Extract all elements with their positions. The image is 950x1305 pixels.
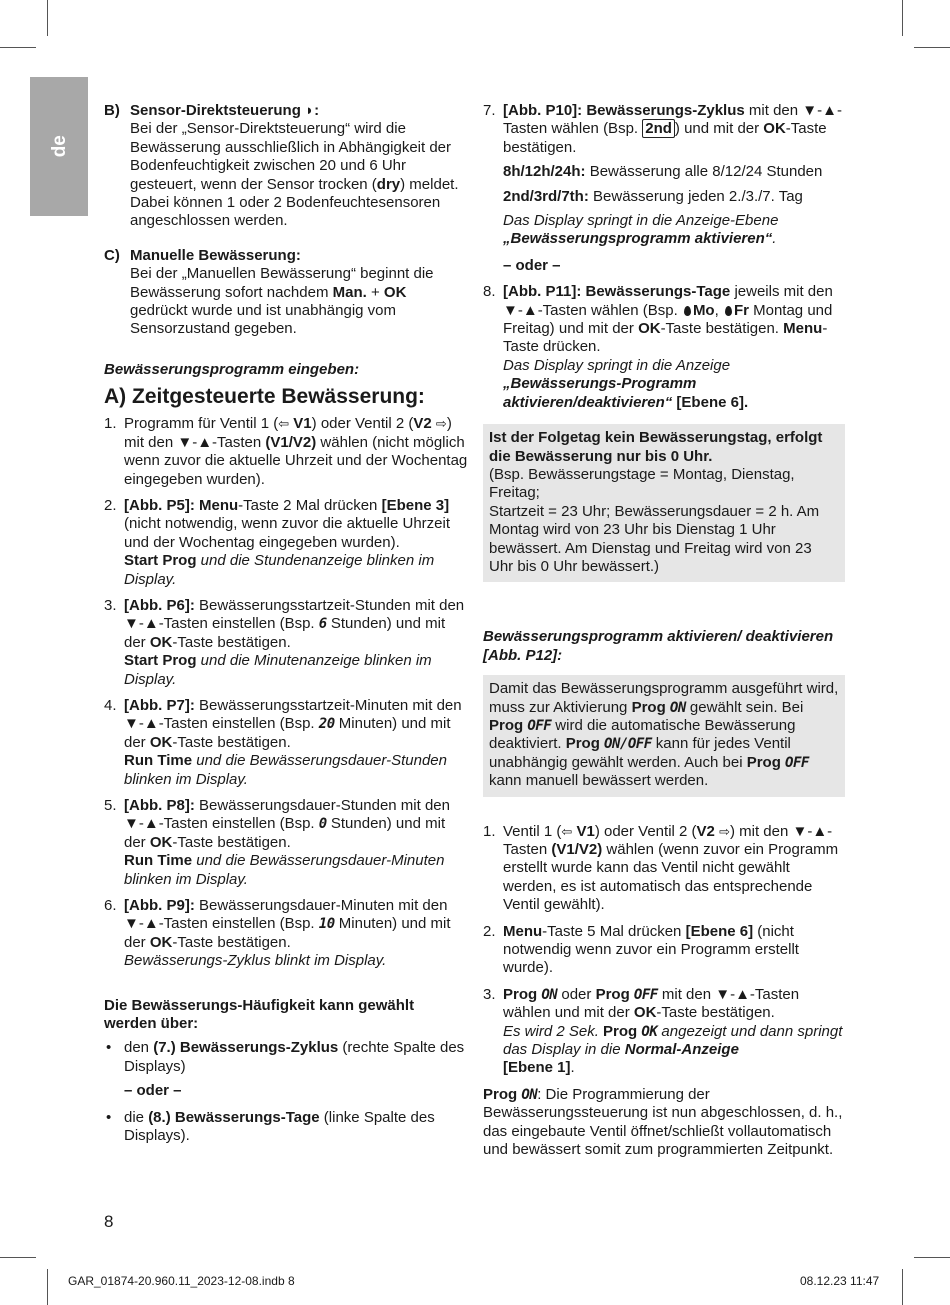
prog-label: Prog [483,1085,518,1103]
display-label: Start Prog [124,652,197,670]
step-note: und die Stundenanzeige blinken im Display. [124,552,435,588]
section-b: B) Sensor-Direktsteuerung ◗: Bei der „Sensor-Direktsteuerung“ wird die Bewässerung ausschließlich in Abhängigkeit der Bodenfeuchtigkeit zwischen 20 und 6 Uhr gesteuert, wenn der Sensor trocken (dry) meldet. Dabei können 1 oder 2 Bodenfeuchtesensoren angeschlossen werden. [104,102,459,230]
lcd-value: 20 [318,716,335,733]
valve-1: V1 [576,822,595,840]
step-note: . [772,230,777,248]
list-text: die [124,1108,149,1126]
figure-ref: [Abb. P8]: [124,797,195,814]
info-box-text: wird die automatische Bewässerung deaktiviert. [489,716,796,753]
lcd-ok: OK [641,1023,658,1040]
section-c [104,247,468,339]
step-number: 3. [483,985,496,1003]
step-text: Bewässerungsdauer-Minuten mit den ▼-▲-Tasten einstellen (Bsp. [124,897,448,933]
drop-icon [725,306,732,316]
step-number: 4. [104,696,117,714]
step-text: mit den ▼-▲-Tasten wählen und mit der [503,985,800,1022]
step-text: ) und mit der [674,120,764,138]
lcd-value: 6 [318,616,327,633]
list-text: (rechte Spalte des Displays) [124,1039,465,1075]
language-label: de [48,135,70,158]
prog-label: Prog [503,985,538,1003]
menu-key: Menu [503,922,543,940]
step-note: Bewässerungs-Zyklus blinkt im Display. [124,952,387,970]
list-item [104,1109,468,1146]
display-label: Run Time [124,852,193,870]
footer-file: GAR_01874-20.960.11_2023-12-08.indb 8 [68,1274,295,1288]
step-text: -Taste bestätigen. [503,120,827,156]
step-number: 1. [483,822,496,840]
lcd-off: OFF [527,717,552,734]
language-tab [30,77,88,216]
arrow-right-icon: ⇨ [719,823,730,839]
list-emph: (7.) Bewässerungs-Zyklus [153,1039,339,1057]
option-text: Bewässerung alle 8/12/24 Stunden [585,163,823,181]
step-text: ) oder Ventil 2 ( [311,415,414,433]
or-separator: – oder – [503,256,561,274]
info-box-text: kann manuell bewässert werden. [489,772,709,790]
step-text: -Taste bestätigen. [172,933,291,951]
step-5 [104,797,468,889]
step-text: wählen (nicht möglich wenn zuvor die aktuelle Uhrzeit und der Wochentag eingegeben wurden). [124,433,468,488]
level-ref: [Ebene 6] [685,922,754,940]
step-text: -Taste 2 Mal drücken [238,496,382,514]
step-text: Minuten) und mit der [124,715,451,751]
info-box-text: gewählt sein. Bei [685,698,804,716]
option-label: 8h/12h/24h: [503,163,586,181]
activate-step-2 [483,923,845,978]
moon-icon: ◗ [305,102,315,119]
step-note-emph: Normal-Anzeige [624,1041,739,1059]
ok-key: OK [638,320,661,338]
crop-mark [914,47,950,48]
step-text: -Taste bestätigen. [172,633,291,651]
step-text: Minuten) und mit der [124,915,451,951]
day-fr: Fr [733,301,749,319]
day-mo: Mo [692,301,715,319]
step-text: Stunden) und mit der [124,615,446,651]
step-text: -Taste bestätigen. [660,320,784,338]
figure-ref: [Abb. P9]: [124,897,195,915]
ok-key: OK [149,833,173,851]
step-note: Das Display springt in die Anzeige-Ebene [503,212,779,230]
final-text: : Die Programmierung der Bewässerungssteuerung ist nun abgeschlossen, d. h., das eingebaute Ventil öffnet/schließt vollautomatisch und bewässert somit zum programmierten Zeitpunkt. [483,1085,843,1159]
step-text: Bewässerungsstartzeit-Stunden mit den ▼-▲-Tasten einstellen (Bsp. [124,596,465,633]
step-note: Es wird 2 Sek. [503,1022,604,1040]
step-text: ) oder Ventil 2 ( [594,822,697,840]
or-separator: – oder – [124,1082,182,1100]
activate-heading: Bewässerungsprogramm aktivieren/ deaktivieren [Abb. P12]: [483,628,834,664]
step-number: 1. [104,415,117,433]
ok-key: OK [633,1004,657,1022]
step-text: -Taste 5 Mal drücken [542,922,686,940]
crop-mark [0,47,36,48]
info-box-text: Startzeit = 23 Uhr; Bewässerungsdauer = 2 h. Am Montag wird von 23 Uhr bis Dienstag 1 Uhr bewässert. Am Dienstag und Freitag wird von 23 Uhr bis 0 Uhr bewässert.) [489,502,820,575]
info-box-text: (Bsp. Bewässerungstage = Montag, Dienstag, Freitag; [489,465,795,502]
list-text: den [124,1039,154,1057]
ok-key: OK [763,120,786,138]
step-text: -Taste bestätigen. [172,833,291,851]
ok-key: OK [149,633,173,651]
lcd-value: 0 [318,816,327,833]
list-item [104,1039,468,1076]
prog-label: Prog [631,698,666,716]
step-note-emph: „Bewässerungsprogramm aktivieren“ [503,230,773,248]
crop-mark [902,1269,903,1305]
figure-ref: [Abb. P6]: [124,596,195,614]
step-text: mit den ▼-▲-Tasten wählen (Bsp. [503,102,842,138]
ok-key: OK [149,733,173,751]
valve-keys: (V1/V2) [265,433,317,451]
prog-label: Prog [746,753,781,771]
crop-mark [0,1257,36,1258]
step-note: und die Minutenanzeige blinken im Display. [124,652,432,688]
footer-date: 08.12.23 11:47 [800,1274,880,1288]
step-text: Bewässerungsstartzeit-Minuten mit den ▼-▲-Tasten einstellen (Bsp. [124,696,462,733]
display-value: 2nd [642,119,675,138]
crop-mark [902,0,903,36]
step-note: und die Bewässerungsdauer-Minuten blinken im Display. [124,852,445,888]
valve-2: V2 [413,415,432,433]
level-ref: [Ebene 6]. [672,393,749,411]
step-text: ) mit den ▼-▲-Tasten [503,822,833,858]
step-note: angezeigt und dann springt das Display in die [503,1022,843,1059]
lcd-on: ON [669,699,686,716]
section-label: B) [104,102,120,119]
info-box [483,424,845,582]
section-text: ) meldet. Dabei können 1 oder 2 Bodenfeuchtesensoren angeschlossen werden. [130,175,459,230]
step-text: Montag und Freitag) und mit der [503,301,833,338]
step-number: 6. [104,897,117,915]
crop-mark [47,0,48,36]
step-text: Programm für Ventil 1 ( [124,415,279,433]
display-label: Run Time [124,752,193,770]
separator: , [714,301,723,319]
dry-label: dry [376,175,401,193]
step-8 [483,283,845,412]
step-number: 5. [104,797,117,814]
program-heading: Bewässerungsprogramm eingeben: [104,360,360,378]
figure-ref: [Abb. P11]: Bewässerungs-Tage [503,283,731,301]
ok-key: OK [149,933,173,951]
figure-ref: [Abb. P7]: [124,696,195,714]
step-text: ) mit den ▼-▲-Tasten [124,415,452,451]
step-text: (nicht notwendig wenn zuvor ein Programm erstellt wurde). [503,922,799,977]
left-column [104,102,468,1150]
ok-key: OK [383,283,407,301]
lcd-value: 10 [318,916,335,933]
step-1 [104,415,468,489]
page-number: 8 [104,1212,114,1231]
valve-keys: (V1/V2) [551,841,603,858]
step-text: Ventil 1 ( [503,822,562,840]
step-3 [104,597,468,689]
step-text: Stunden) und mit der [124,815,446,851]
step-number: 7. [483,102,496,119]
menu-key: Menu [783,320,823,338]
step-7 [483,102,845,249]
valve-1: V1 [293,415,312,433]
activate-step-1 [483,823,845,915]
arrow-left-icon: ⇦ [278,416,290,432]
display-label: Start Prog [124,552,197,570]
step-number: 2. [104,496,117,514]
step-4 [104,697,468,789]
level-ref: [Ebene 3] [381,496,450,514]
arrow-right-icon: ⇨ [435,416,447,432]
info-box-title: Ist der Folgetag kein Bewässerungstag, erfolgt die Bewässerung nur bis 0 Uhr. [489,429,823,465]
lcd-off: OFF [633,986,658,1003]
prog-label: Prog [565,735,600,753]
section-title: Sensor-Direktsteuerung [130,102,301,119]
drop-icon [684,306,691,316]
section-text: Bei der „Manuellen Bewässerung“ beginnt die Bewässerung sofort nachdem [130,265,434,301]
right-column [483,102,845,1160]
step-note-emph: „Bewässerungs-Programm aktivieren/deaktivieren“ [503,375,697,411]
step-note: Das Display springt in die Anzeige [503,356,731,374]
menu-key: Menu [194,496,239,514]
step-note: und die Bewässerungsdauer-Stunden blinken im Display. [124,752,447,788]
step-6 [104,897,468,971]
info-box-text: Damit das Bewässerungsprogramm ausgeführt wird, muss zur Aktivierung [489,680,839,716]
prog-label: Prog [489,716,524,734]
step-number: 3. [104,596,117,614]
list-emph: (8.) Bewässerungs-Tage [148,1108,320,1126]
crop-mark [914,1257,950,1258]
section-text: gedrückt wurde und ist unabhängig vom Sensorzustand gegeben. [130,302,397,338]
lcd-off: OFF [785,754,809,771]
lcd-onoff: ON/OFF [604,736,652,753]
step-text: oder [557,985,596,1003]
plus: + [366,283,384,301]
lcd-on: ON [521,1086,538,1103]
step-text: -Taste drücken. [503,320,828,356]
activate-step-3 [483,986,845,1078]
bullet: • [106,1108,112,1126]
figure-ref: [Abb. P10]: Bewässerungs-Zyklus [503,102,745,119]
option-text: Bewässerung jeden 2./3./7. Tag [588,187,803,205]
step-number: 2. [483,922,496,940]
frequency-heading: Die Bewässerungs-Häufigkeit kann gewählt werden über: [104,996,415,1033]
step-text: jeweils mit den ▼-▲-Tasten wählen (Bsp. [503,283,833,319]
section-text: Bei der „Sensor-Direktsteuerung“ wird die Bewässerung ausschließlich in Abhängigkeit der Bodenfeuchtigkeit zwischen 20 und 6 Uhr gesteuert, wenn der Sensor trocken ( [130,120,452,193]
step-text: -Taste bestätigen. [172,733,291,751]
man-key: Man. [332,283,367,301]
step-text: . [570,1059,575,1077]
info-box [483,675,845,796]
prog-label: Prog [603,1022,638,1040]
section-title: Manuelle Bewässerung: [130,246,301,264]
list-text: (linke Spalte des Displays). [124,1108,435,1145]
step-number: 8. [483,283,496,301]
step-text: -Taste bestätigen. [656,1004,775,1022]
section-label: C) [104,246,120,264]
step-2 [104,497,468,589]
final-paragraph [483,1086,845,1160]
crop-mark [47,1269,48,1305]
section-heading: A) Zeitgesteuerte Bewässerung: [104,385,425,409]
level-ref: [Ebene 1] [503,1059,571,1077]
lcd-on: ON [541,986,558,1003]
valve-2: V2 [696,822,715,840]
info-box-text: kann für jedes Ventil unabhängig gewählt werden. Auch bei [489,735,791,771]
step-text: (nicht notwendig, wenn zuvor die aktuelle Uhrzeit und der Wochentag eingegeben wurden). [124,515,451,551]
arrow-left-icon: ⇦ [561,823,573,839]
figure-ref: [Abb. P5]: [124,496,195,514]
prog-label: Prog [595,985,630,1003]
option-label: 2nd/3rd/7th: [503,187,589,205]
step-text: Bewässerungsdauer-Stunden mit den ▼-▲-Tasten einstellen (Bsp. [124,797,450,833]
step-text: wählen (wenn zuvor ein Programm erstellt wurde kann das Ventil nicht gewählt werden, es ist automatisch das entsprechende Ventil gewählt). [503,841,839,914]
bullet: • [106,1039,112,1057]
